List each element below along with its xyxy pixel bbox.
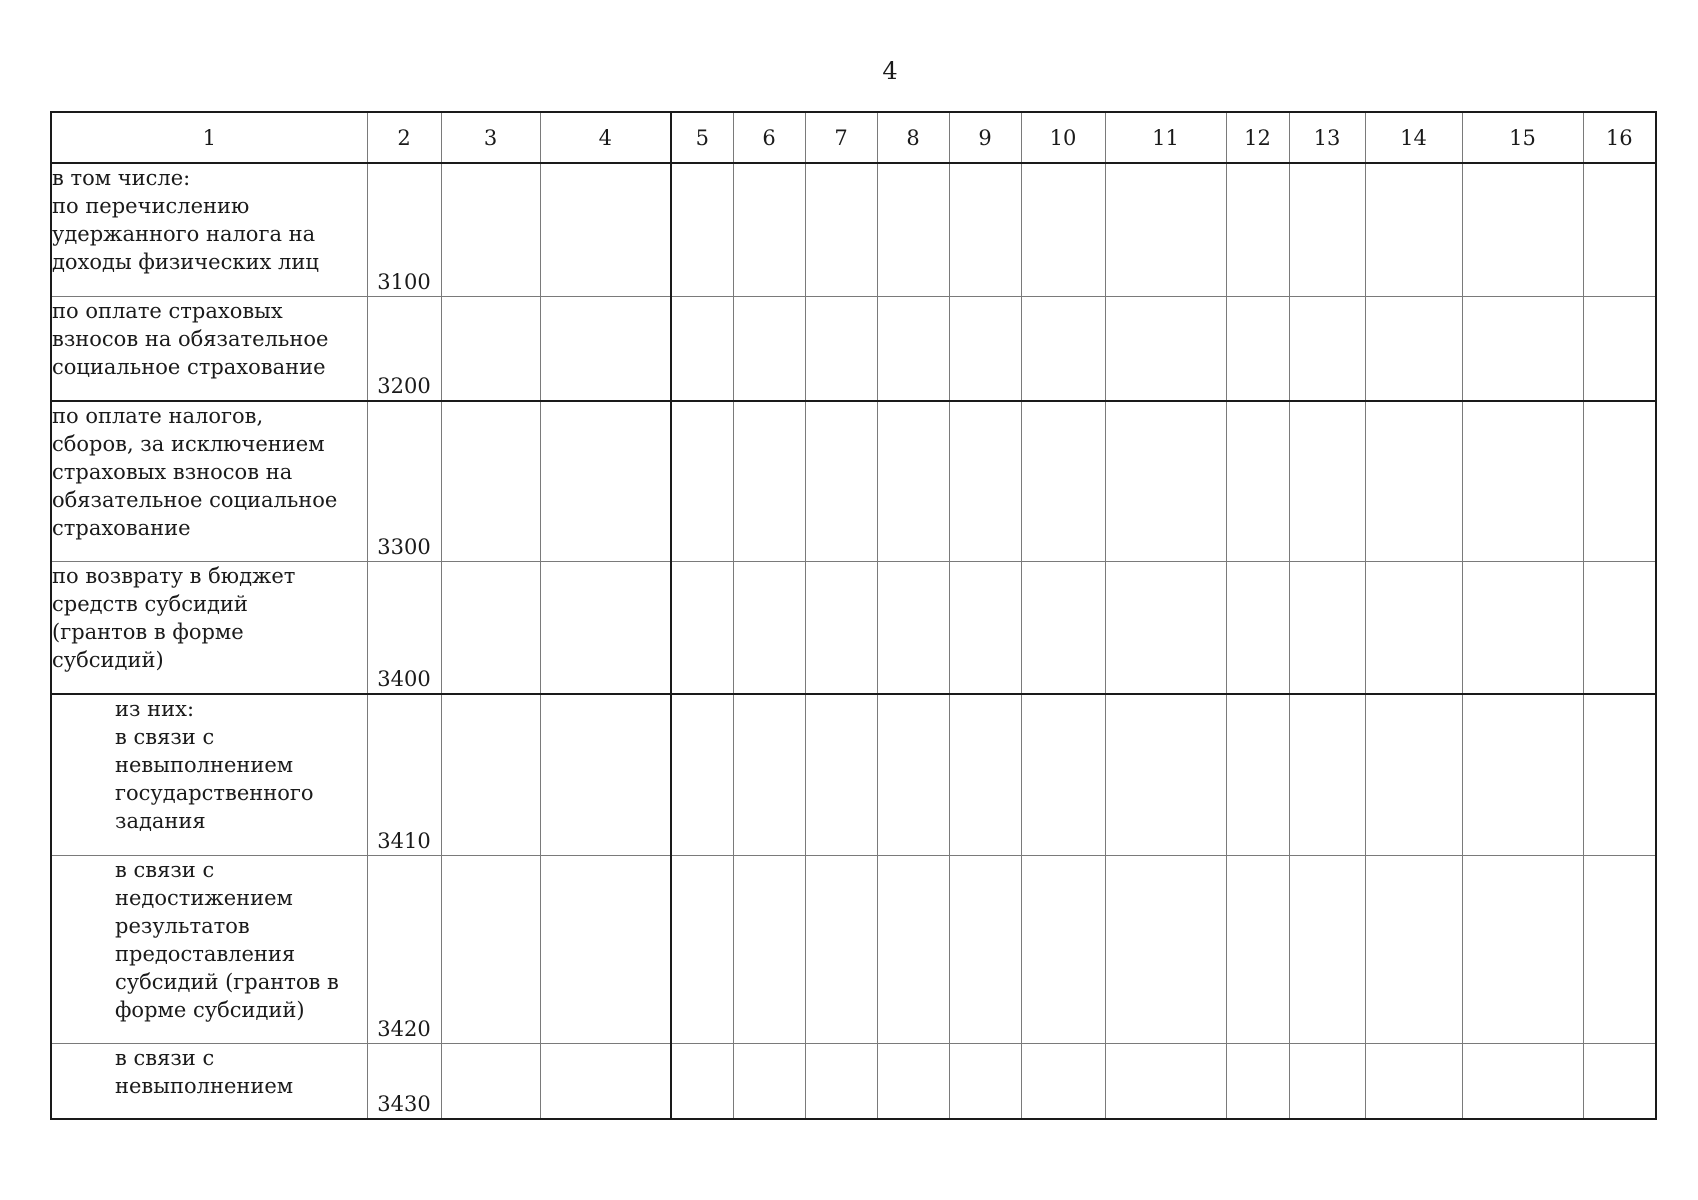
empty-cell (733, 694, 805, 855)
empty-cell (540, 1043, 671, 1119)
row-code: 3420 (367, 855, 441, 1043)
empty-cell (1583, 163, 1656, 296)
table-row (51, 1043, 1656, 1119)
empty-cell (949, 163, 1021, 296)
empty-cell (671, 561, 733, 694)
empty-cell (805, 1043, 877, 1119)
table-row (51, 163, 1656, 296)
empty-cell (671, 163, 733, 296)
empty-cell (671, 855, 733, 1043)
empty-cell (1583, 694, 1656, 855)
empty-cell (540, 296, 671, 401)
table-row (51, 296, 1656, 401)
empty-cell (1105, 1043, 1226, 1119)
empty-cell (1226, 163, 1289, 296)
empty-cell (1021, 855, 1105, 1043)
column-header: 3 (441, 112, 540, 163)
empty-cell (1105, 561, 1226, 694)
empty-cell (671, 296, 733, 401)
empty-cell (1289, 163, 1365, 296)
page-number: 4 (882, 57, 898, 85)
empty-cell (1289, 1043, 1365, 1119)
empty-cell (877, 163, 949, 296)
empty-cell (1289, 401, 1365, 561)
empty-cell (805, 296, 877, 401)
column-header: 10 (1021, 112, 1105, 163)
empty-cell (441, 855, 540, 1043)
empty-cell (1365, 163, 1462, 296)
empty-cell (1365, 694, 1462, 855)
empty-cell (733, 855, 805, 1043)
empty-cell (441, 694, 540, 855)
row-code: 3100 (367, 163, 441, 296)
empty-cell (949, 1043, 1021, 1119)
empty-cell (877, 561, 949, 694)
column-header: 6 (733, 112, 805, 163)
column-header: 4 (540, 112, 671, 163)
column-header: 5 (671, 112, 733, 163)
empty-cell (1462, 401, 1583, 561)
empty-cell (733, 561, 805, 694)
empty-cell (733, 296, 805, 401)
table-row (51, 401, 1656, 561)
empty-cell (441, 561, 540, 694)
empty-cell (805, 561, 877, 694)
empty-cell (877, 1043, 949, 1119)
table-row (51, 561, 1656, 694)
empty-cell (1583, 296, 1656, 401)
row-label: в том числе: по перечислению удержанного налога на доходы физических лиц (51, 163, 367, 296)
empty-cell (1105, 694, 1226, 855)
empty-cell (1365, 401, 1462, 561)
empty-cell (1021, 1043, 1105, 1119)
column-header: 2 (367, 112, 441, 163)
empty-cell (1021, 401, 1105, 561)
table-row (51, 694, 1656, 855)
empty-cell (1105, 296, 1226, 401)
empty-cell (1365, 855, 1462, 1043)
empty-cell (540, 694, 671, 855)
empty-cell (949, 855, 1021, 1043)
empty-cell (1583, 561, 1656, 694)
empty-cell (540, 561, 671, 694)
empty-cell (805, 401, 877, 561)
empty-cell (441, 1043, 540, 1119)
row-code: 3400 (367, 561, 441, 694)
row-label: в связи с невыполнением (51, 1043, 367, 1119)
empty-cell (733, 1043, 805, 1119)
row-code: 3300 (367, 401, 441, 561)
empty-cell (1289, 694, 1365, 855)
empty-cell (949, 296, 1021, 401)
empty-cell (540, 401, 671, 561)
empty-cell (877, 296, 949, 401)
empty-cell (1021, 163, 1105, 296)
row-code: 3430 (367, 1043, 441, 1119)
column-header: 8 (877, 112, 949, 163)
empty-cell (733, 163, 805, 296)
empty-cell (1105, 401, 1226, 561)
empty-cell (1289, 561, 1365, 694)
empty-cell (1583, 855, 1656, 1043)
empty-cell (1365, 296, 1462, 401)
empty-cell (1226, 694, 1289, 855)
column-header: 14 (1365, 112, 1462, 163)
empty-cell (949, 401, 1021, 561)
empty-cell (877, 401, 949, 561)
empty-cell (1365, 561, 1462, 694)
row-label: в связи с недостижением результатов предоставления субсидий (грантов в форме субсидий) (51, 855, 367, 1043)
empty-cell (671, 1043, 733, 1119)
empty-cell (805, 163, 877, 296)
empty-cell (1462, 855, 1583, 1043)
column-header: 1 (51, 112, 367, 163)
column-header: 15 (1462, 112, 1583, 163)
column-number-row (51, 112, 1656, 163)
empty-cell (1365, 1043, 1462, 1119)
report-table (50, 111, 1657, 1120)
empty-cell (877, 855, 949, 1043)
empty-cell (1105, 855, 1226, 1043)
empty-cell (1105, 163, 1226, 296)
column-header: 13 (1289, 112, 1365, 163)
row-label: по оплате налогов, сборов, за исключением страховых взносов на обязательное социальное страхование (51, 401, 367, 561)
empty-cell (540, 163, 671, 296)
row-label: по возврату в бюджет средств субсидий (грантов в форме субсидий) (51, 561, 367, 694)
empty-cell (1583, 401, 1656, 561)
empty-cell (1462, 163, 1583, 296)
empty-cell (805, 694, 877, 855)
column-header: 11 (1105, 112, 1226, 163)
empty-cell (1021, 561, 1105, 694)
empty-cell (1289, 296, 1365, 401)
empty-cell (1226, 296, 1289, 401)
empty-cell (1226, 1043, 1289, 1119)
empty-cell (733, 401, 805, 561)
row-code: 3200 (367, 296, 441, 401)
row-code: 3410 (367, 694, 441, 855)
column-header: 9 (949, 112, 1021, 163)
column-header: 16 (1583, 112, 1656, 163)
empty-cell (1462, 561, 1583, 694)
empty-cell (671, 694, 733, 855)
empty-cell (949, 694, 1021, 855)
empty-cell (441, 401, 540, 561)
table-row (51, 855, 1656, 1043)
empty-cell (877, 694, 949, 855)
column-header: 7 (805, 112, 877, 163)
empty-cell (441, 296, 540, 401)
empty-cell (805, 855, 877, 1043)
empty-cell (1289, 855, 1365, 1043)
empty-cell (441, 163, 540, 296)
row-label: по оплате страховых взносов на обязательное социальное страхование (51, 296, 367, 401)
empty-cell (1462, 296, 1583, 401)
column-header: 12 (1226, 112, 1289, 163)
empty-cell (1021, 694, 1105, 855)
empty-cell (671, 401, 733, 561)
empty-cell (1462, 1043, 1583, 1119)
empty-cell (1583, 1043, 1656, 1119)
empty-cell (540, 855, 671, 1043)
empty-cell (1226, 561, 1289, 694)
empty-cell (1226, 855, 1289, 1043)
empty-cell (1226, 401, 1289, 561)
empty-cell (1021, 296, 1105, 401)
empty-cell (949, 561, 1021, 694)
empty-cell (1462, 694, 1583, 855)
row-label: из них: в связи с невыполнением государственного задания (51, 694, 367, 855)
